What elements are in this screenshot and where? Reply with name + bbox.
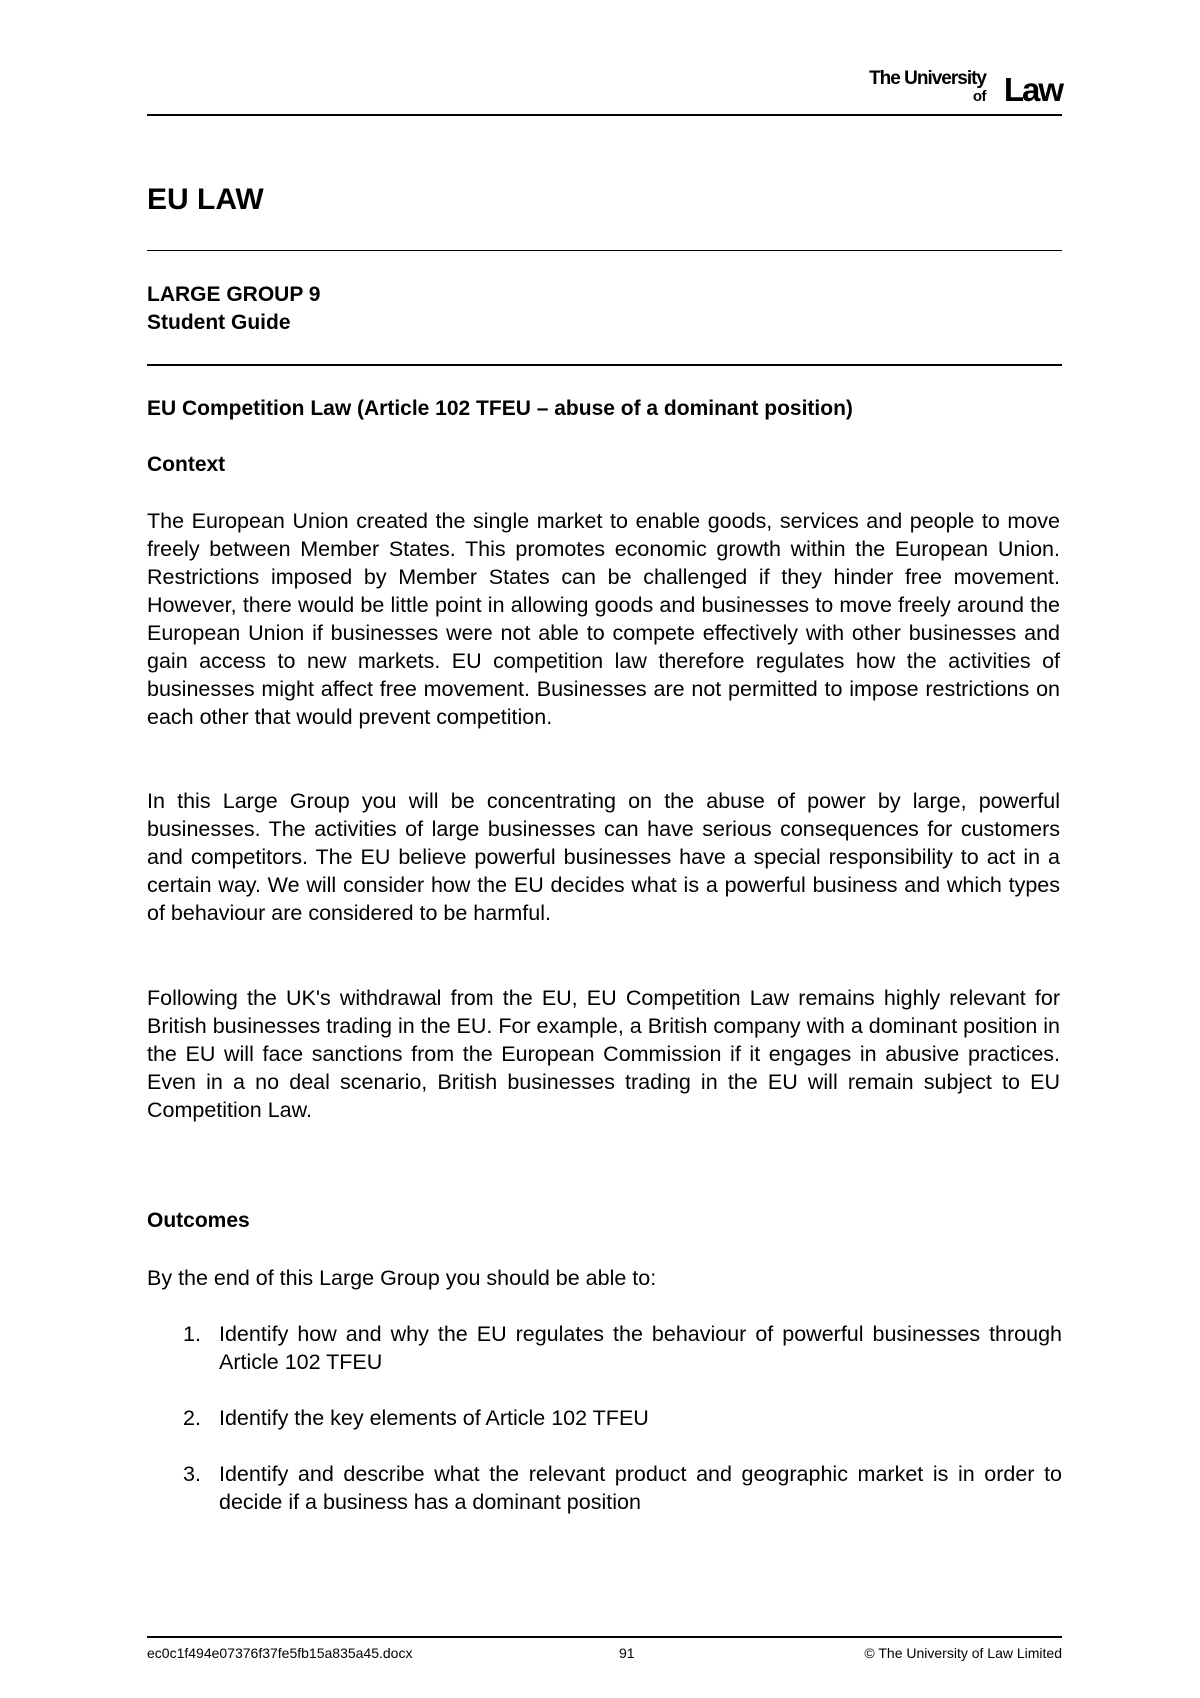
university-of-law-logo [862,68,1062,108]
logo-line1: The University [869,68,986,89]
outcomes-list [147,1320,1062,1544]
student-guide-label: Student Guide [147,311,291,334]
list-item [147,1320,1062,1376]
logo-word: Law [1003,71,1062,108]
outcome-number: 2. [183,1406,201,1430]
context-paragraph-3: Following the UK's withdrawal from the EU, EU Competition Law remains highly relevant for British businesses trading in the EU. For example, a British company with a dominant position in the EU will face sanctions from the European Commission if it engages in abusive practices. Even in a no deal scenario, British businesses trading in the EU will remain subject to EU Competition Law. [147,986,1060,1122]
list-item [147,1404,1062,1432]
list-item [147,1460,1062,1516]
logo-line2: of [972,88,986,105]
outcome-number: 1. [183,1322,201,1346]
document-title: EU LAW [147,183,264,216]
context-paragraph-2: In this Large Group you will be concentrating on the abuse of power by large, powerful businesses. The activities of large businesses can have serious consequences for customers and competitors. The EU believe powerful businesses have a special responsibility to act in a certain way. We will consider how the EU decides what is a powerful business and which types of behaviour are considered to be harmful. [147,789,1060,925]
subheader-rule [147,364,1062,366]
footer-rule [147,1636,1062,1638]
outcome-text: Identify how and why the EU regulates the behaviour of powerful businesses through Article 102 TFEU [219,1322,1062,1374]
outcome-text: Identify and describe what the relevant product and geographic market is in order to decide if a business has a dominant position [219,1462,1062,1514]
page-footer [147,1645,1062,1665]
outcomes-intro: By the end of this Large Group you should be able to: [147,1266,657,1290]
topic-heading: EU Competition Law (Article 102 TFEU – abuse of a dominant position) [147,397,853,420]
context-heading: Context [147,453,226,476]
header-rule [147,114,1062,116]
outcome-number: 3. [183,1462,201,1486]
outcomes-heading: Outcomes [147,1209,250,1232]
context-paragraph-1: The European Union created the single market to enable goods, services and people to move freely between Member States. This promotes economic growth within the European Union. Restrictions imposed by Member States can be challenged if they hinder free movement. However, there would be little point in allowing goods and businesses to move freely around the European Union if businesses were not able to compete effectively with other businesses and gain access to new markets. EU competition law therefore regulates how the activities of businesses might affect free movement. Businesses are not permitted to impose restrictions on each other that would prevent competition. [147,509,1060,729]
title-rule [147,250,1062,251]
footer-copyright: © The University of Law Limited [864,1645,1062,1661]
document-page [147,0,1062,1698]
footer-filename: ec0c1f494e07376f37fe5fb15a835a45.docx [147,1645,413,1661]
footer-page-number: 91 [619,1645,635,1661]
outcome-text: Identify the key elements of Article 102 TFEU [219,1406,649,1430]
large-group-label: LARGE GROUP 9 [147,283,321,306]
